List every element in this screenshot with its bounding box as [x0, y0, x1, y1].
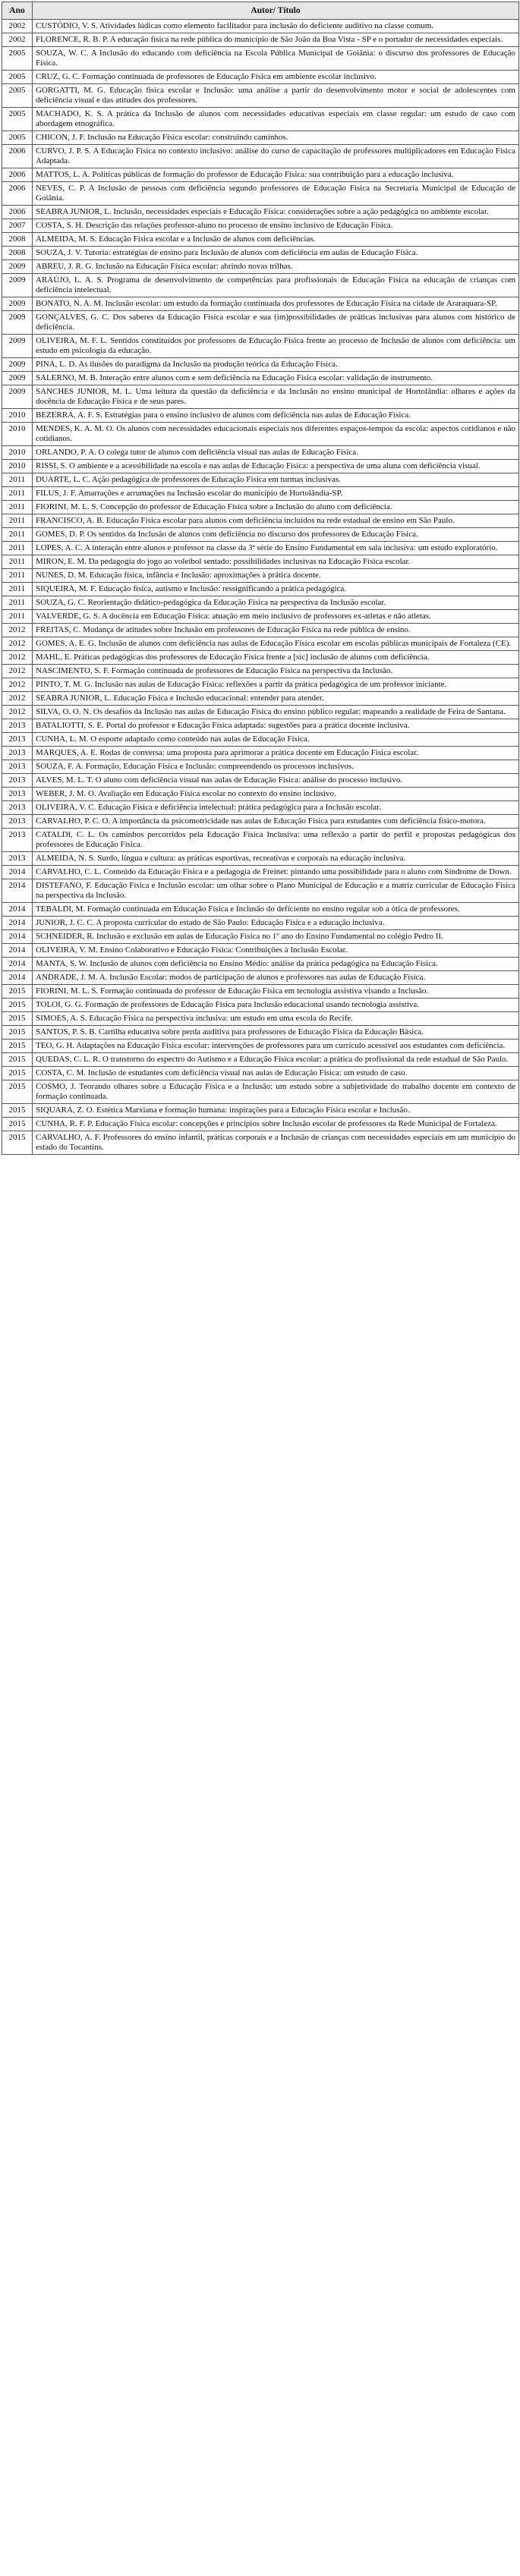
row-year: 2009 — [2, 335, 33, 358]
table-row — [2, 760, 519, 774]
table-row — [2, 678, 519, 692]
row-year: 2005 — [2, 131, 33, 145]
table-row — [2, 247, 519, 260]
row-year: 2005 — [2, 84, 33, 108]
row-author-title: SOUZA, F. A. Formação, Educação Física e Inclusão: compreendendo os processos inclusivos. — [33, 760, 519, 774]
row-author-title: CARVALHO, C. L. Conteúdo da Educação Física e a pedagogia de Freinet: pintando uma possibilidade para o aluno com Síndrome de Down. — [33, 866, 519, 879]
row-author-title: NUNES, D. M. Educação física, infância e Inclusão: aproximações à prática docente. — [33, 569, 519, 583]
row-author-title: MENDES, K. A. M. O. Os alunos com necessidades educacionais especiais nos diferentes espaços-tempos da escola: aspectos cotidianos e não cotidianos. — [33, 423, 519, 446]
table-row — [2, 788, 519, 801]
table-row — [2, 733, 519, 747]
row-year: 2009 — [2, 297, 33, 311]
table-row — [2, 84, 519, 108]
table-row — [2, 473, 519, 487]
row-year: 2014 — [2, 930, 33, 944]
table-row — [2, 903, 519, 917]
row-year: 2011 — [2, 487, 33, 501]
row-author-title: QUEDAS, C. L. R. O transtorno do espectro do Autismo e a Educação Física escolar: a prática do profissional da rede estadual de São Paulo. — [33, 1053, 519, 1067]
table-row — [2, 168, 519, 182]
row-year: 2013 — [2, 788, 33, 801]
row-author-title: SANTOS, P. S. B. Cartilha educativa sobre perda auditiva para professores de Educação Física da Educação Básica. — [33, 1026, 519, 1040]
row-author-title: PINA, L. D. As ilusões do paradigma da Inclusão na produção teórica da Educação Física. — [33, 358, 519, 372]
row-author-title: MANTA, S. W. Inclusão de alunos com deficiência no Ensino Médio: análise da prática pedagógica na Educação Física. — [33, 958, 519, 971]
table-row — [2, 372, 519, 385]
row-year: 2012 — [2, 637, 33, 651]
row-year: 2007 — [2, 219, 33, 233]
table-row — [2, 569, 519, 583]
row-year: 2002 — [2, 20, 33, 33]
table-row — [2, 583, 519, 596]
table-row — [2, 385, 519, 409]
row-year: 2011 — [2, 528, 33, 542]
row-year: 2012 — [2, 624, 33, 637]
row-year: 2015 — [2, 1067, 33, 1080]
row-year: 2011 — [2, 542, 33, 555]
row-year: 2010 — [2, 409, 33, 423]
table-row — [2, 1067, 519, 1080]
row-year: 2009 — [2, 358, 33, 372]
row-author-title: CUSTÓDIO, V. S. Atividades lúdicas como elemento facilitador para inclusão do deficiente auditivo na classe comum. — [33, 20, 519, 33]
header-year: Ano — [2, 2, 33, 20]
row-author-title: ABREU, J. R. G. Inclusão na Educação Física escolar: abrindo novas trilhas. — [33, 260, 519, 274]
row-year: 2010 — [2, 446, 33, 460]
row-year: 2010 — [2, 460, 33, 473]
row-author-title: MAHL, E. Práticas pedagógicas dos professores de Educação Física frente a [sic] inclusão de alunos com deficiência. — [33, 651, 519, 665]
table-row — [2, 1040, 519, 1053]
table-row — [2, 999, 519, 1012]
row-year: 2012 — [2, 651, 33, 665]
row-year: 2009 — [2, 260, 33, 274]
row-year: 2015 — [2, 1026, 33, 1040]
references-table — [2, 2, 519, 1155]
table-row — [2, 692, 519, 706]
table-body — [2, 20, 519, 1155]
table-row — [2, 1012, 519, 1026]
row-year: 2012 — [2, 692, 33, 706]
row-author-title: FILUS, J. F. Amarrações e arrumações na Inclusão escolar do município de Hortolândia-SP. — [33, 487, 519, 501]
table-row — [2, 108, 519, 131]
row-year: 2008 — [2, 247, 33, 260]
row-author-title: TOLOI, G. G. Formação de professores de Educação Física para Inclusão educacional usando tecnologia assistiva. — [33, 999, 519, 1012]
row-author-title: NEVES, C. P. A Inclusão de pessoas com deficiência segundo professores de Educação Física na Secretaria Municipal de Educação de Goiânia. — [33, 182, 519, 206]
table-row — [2, 233, 519, 247]
row-year: 2015 — [2, 1131, 33, 1155]
row-year: 2006 — [2, 168, 33, 182]
row-year: 2014 — [2, 944, 33, 958]
row-year: 2011 — [2, 610, 33, 624]
table-row — [2, 665, 519, 678]
row-year: 2011 — [2, 473, 33, 487]
table-row — [2, 1026, 519, 1040]
row-year: 2006 — [2, 145, 33, 168]
table-row — [2, 358, 519, 372]
row-author-title: OLIVEIRA, V. C. Educação Física e deficiência intelectual: prática pedagógica para a Inclusão escolar. — [33, 801, 519, 815]
row-year: 2013 — [2, 801, 33, 815]
row-year: 2006 — [2, 182, 33, 206]
row-year: 2009 — [2, 385, 33, 409]
row-author-title: ARAÚJO, L. A. S. Programa de desenvolvimento de competências para profissionais de Educação Física na educação de crianças com deficiência intelectual. — [33, 274, 519, 297]
row-author-title: SCHNEIDER, R. Inclusão e exclusão em aulas de Educação Física no 1º ano do Ensino Fundamental no colégio Pedro II. — [33, 930, 519, 944]
table-row — [2, 274, 519, 297]
row-author-title: OLIVEIRA, V. M. Ensino Colaborativo e Educação Física: Contribuições à Inclusão Escolar. — [33, 944, 519, 958]
row-author-title: TEBALDI, M. Formação continuada em Educação Física e Inclusão do deficiente no ensino regular sob a ótica de professores. — [33, 903, 519, 917]
table-row — [2, 446, 519, 460]
row-author-title: GOMES, D. P. Os sentidos da Inclusão de alunos com deficiência no discurso dos professores de Educação Física. — [33, 528, 519, 542]
row-author-title: ALMEIDA, N. S. Surdo, língua e cultura: as práticas esportivas, recreativas e corporais na educação inclusiva. — [33, 852, 519, 866]
table-row — [2, 145, 519, 168]
table-row — [2, 47, 519, 71]
row-year: 2014 — [2, 903, 33, 917]
table-row — [2, 879, 519, 903]
row-author-title: CUNHA, L. M. O esporte adaptado como conteúdo nas aulas de Educação Física. — [33, 733, 519, 747]
row-year: 2008 — [2, 233, 33, 247]
table-row — [2, 409, 519, 423]
row-year: 2011 — [2, 583, 33, 596]
table-row — [2, 528, 519, 542]
row-year: 2014 — [2, 866, 33, 879]
row-year: 2013 — [2, 815, 33, 829]
row-author-title: FREITAS, C. Mudança de atitudes sobre Inclusão em professores de Educação Física na rede pública de ensino. — [33, 624, 519, 637]
row-year: 2006 — [2, 206, 33, 219]
row-author-title: CHICON, J. F. Inclusão na Educação Física escolar: construindo caminhos. — [33, 131, 519, 145]
row-author-title: LOPES, A. C. A interação entre alunos e professor na classe da 3ª série do Ensino Fundamental em sala inclusiva: um estudo exploratório. — [33, 542, 519, 555]
table-row — [2, 1080, 519, 1104]
row-author-title: BATALIOTTI, S. E. Portal do professor e Educação Física adaptada: sugestões para a prática docente inclusiva. — [33, 719, 519, 733]
row-year: 2015 — [2, 1053, 33, 1067]
row-year: 2015 — [2, 1080, 33, 1104]
row-author-title: PINTO, T. M. G. Inclusão nas aulas de Educação Física: reflexões a partir da prática pedagógica de um professor iniciante. — [33, 678, 519, 692]
row-author-title: MIRON, E. M. Da pedagogia do jogo ao voleibol sentado: possibilidades inclusivas na Educação Física escolar. — [33, 555, 519, 569]
row-year: 2013 — [2, 719, 33, 733]
table-row — [2, 1131, 519, 1155]
row-author-title: MARQUES, A. E. Rodas de conversa: uma proposta para aprimorar a prática docente em Educação Física escolar. — [33, 747, 519, 760]
table-row — [2, 501, 519, 514]
table-row — [2, 958, 519, 971]
table-row — [2, 801, 519, 815]
table-row — [2, 219, 519, 233]
table-row — [2, 866, 519, 879]
table-row — [2, 260, 519, 274]
row-year: 2015 — [2, 985, 33, 999]
row-author-title: ORLANDO, P. A. O colega tutor de alunos com deficiência visual nas aulas de Educação Física. — [33, 446, 519, 460]
row-year: 2015 — [2, 1040, 33, 1053]
row-author-title: SOUZA, J. V. Tutoria: estratégias de ensino para Inclusão de alunos com deficiência em aulas de Educação Física. — [33, 247, 519, 260]
row-author-title: CUNHA, R. F. P. Educação Física escolar: concepções e princípios sobre Inclusão escolar de professores da Rede Municipal de Fortaleza. — [33, 1118, 519, 1131]
table-row — [2, 311, 519, 335]
row-author-title: TEO, G. H. Adaptações na Educação Física escolar: intervenções de professores para um currículo acessível aos estudantes com deficiência. — [33, 1040, 519, 1053]
row-author-title: SOUZA, W. C. A Inclusão do educando com deficiência na Escola Pública Municipal de Goiânia: o discurso dos professores de Educação Física. — [33, 47, 519, 71]
row-author-title: FIORINI, M. L. S. Formação continuada do professor de Educação Física em tecnologia assistiva visando a Inclusão. — [33, 985, 519, 999]
row-author-title: BEZERRA, A. F. S. Estratégias para o ensino inclusivo de alunos com deficiência nas aulas de Educação Física. — [33, 409, 519, 423]
row-author-title: COSTA, C. M. Inclusão de estudantes com deficiência visual nas aulas de Educação Física: um estudo de caso. — [33, 1067, 519, 1080]
table-row — [2, 774, 519, 788]
row-author-title: JUNIOR, J. C. C. A proposta curricular do estado de São Paulo: Educação Física e a educação inclusiva. — [33, 917, 519, 930]
row-year: 2005 — [2, 108, 33, 131]
row-author-title: COSMO, J. Teorando olhares sobre a Educação Física e a Inclusão: um estudo sobre a subjetividade do trabalho docente em contexto de formação continuada. — [33, 1080, 519, 1104]
table-row — [2, 852, 519, 866]
row-author-title: BONATO, N. A. M. Inclusão escolar: um estudo da formação continuada dos professores de Educação Física na cidade de Araraquara-SP. — [33, 297, 519, 311]
table-row — [2, 1118, 519, 1131]
row-author-title: SIMOES, A. S. Educação Física na perspectiva inclusiva: um estudo em uma escola do Recife. — [33, 1012, 519, 1026]
table-row — [2, 651, 519, 665]
row-year: 2011 — [2, 501, 33, 514]
table-row — [2, 706, 519, 719]
table-row — [2, 542, 519, 555]
row-year: 2009 — [2, 311, 33, 335]
row-author-title: SIQUARA, Z. O. Estética Marxiana e formação humana: inspirações para a Educação Física escolar e Inclusão. — [33, 1104, 519, 1118]
table-row — [2, 555, 519, 569]
table-row — [2, 747, 519, 760]
table-row — [2, 131, 519, 145]
row-year: 2010 — [2, 423, 33, 446]
row-author-title: DUARTE, L. C. Ação pedagógica de professores de Educação Física em turmas inclusivas. — [33, 473, 519, 487]
table-row — [2, 944, 519, 958]
table-row — [2, 182, 519, 206]
row-author-title: CRUZ, G. C. Formação continuada de professores de Educação Física em ambiente escolar inclusivo. — [33, 71, 519, 84]
row-year: 2005 — [2, 71, 33, 84]
header-author-title: Autor/ Título — [33, 2, 519, 20]
row-year: 2015 — [2, 999, 33, 1012]
row-author-title: MATTOS, L. A. Políticas públicas de formação do professor de Educação Física: sua contribuição para a educação inclusiva. — [33, 168, 519, 182]
row-author-title: OLIVEIRA, M. F. L. Sentidos constituídos por professores de Educação Física frente ao processo de Inclusão de alunos com deficiência: um estudo em psicologia da educação. — [33, 335, 519, 358]
row-year: 2005 — [2, 47, 33, 71]
row-year: 2013 — [2, 760, 33, 774]
row-year: 2012 — [2, 665, 33, 678]
row-author-title: CATALDI, C. L. Os caminhos percorridos pela Educação Física Inclusiva: uma reflexão a partir do perfil e propostas pedagógicas dos professores de Educação Física. — [33, 829, 519, 852]
table-row — [2, 971, 519, 985]
table-row — [2, 829, 519, 852]
table-row — [2, 487, 519, 501]
table-row — [2, 985, 519, 999]
row-year: 2015 — [2, 1012, 33, 1026]
table-row — [2, 1053, 519, 1067]
row-year: 2015 — [2, 1104, 33, 1118]
table-row — [2, 917, 519, 930]
row-year: 2011 — [2, 596, 33, 610]
row-author-title: SOUZA, G. C. Reorientação didático-pedagógica da Educação Física na perspectiva da Inclusão escolar. — [33, 596, 519, 610]
table-row — [2, 206, 519, 219]
row-year: 2012 — [2, 706, 33, 719]
row-author-title: WEBER, J. M. O. Avaliação em Educação Física escolar no contexto do ensino inclusivo. — [33, 788, 519, 801]
row-author-title: ANDRADE, J. M. A. Inclusão Escolar: modos de participação de alunos e professores nas aulas de Educação Física. — [33, 971, 519, 985]
row-author-title: CARVALHO, A. F. Professores do ensino infantil, práticas corporais e a Inclusão de crianças com necessidades especiais em um município do estado do Tocantins. — [33, 1131, 519, 1155]
table-row — [2, 1104, 519, 1118]
row-author-title: CARVALHO, P. C. O. A importância da psicomotricidade nas aulas de Educação Física para estudantes com deficiência físico-motora. — [33, 815, 519, 829]
table-row — [2, 930, 519, 944]
row-author-title: RISSI, S. O ambiente e a acessibilidade na escola e nas aulas de Educação Física: a perspectiva de uma aluna com deficiência visual. — [33, 460, 519, 473]
row-year: 2012 — [2, 678, 33, 692]
row-year: 2013 — [2, 733, 33, 747]
table-row — [2, 596, 519, 610]
table-row — [2, 719, 519, 733]
row-author-title: MACHADO, K. S. A prática da Inclusão de alunos com necessidades educativas especiais em classe regular: um estudo de caso com abordagem etnográfica. — [33, 108, 519, 131]
row-year: 2013 — [2, 829, 33, 852]
row-author-title: SIQUEIRA, M. F. Educação física, autismo e Inclusão: ressignificando a prática pedagógica. — [33, 583, 519, 596]
row-author-title: SANCHES JUNIOR, M. L. Uma leitura da questão da deficiência e da Inclusão no ensino municipal de Hortolândia: olhares e ações da docência de Educação Física e de seus pares. — [33, 385, 519, 409]
row-year: 2013 — [2, 852, 33, 866]
row-author-title: VALVERDE, G. S. A docência em Educação Física: atuação em meio inclusivo de professores ex-atletas e não atletas. — [33, 610, 519, 624]
row-author-title: GOMES, A. E. G. Inclusão de alunos com deficiência nas aulas de Educação Física escolar em escolas públicas municipais de Fortaleza (CE). — [33, 637, 519, 651]
table-row — [2, 33, 519, 47]
row-author-title: GONÇALVES, G. C. Dos saberes da Educação Física escolar e sua (im)possibilidades de práticas inclusivas para alunos com histórico de deficiência. — [33, 311, 519, 335]
row-year: 2011 — [2, 555, 33, 569]
row-author-title: COSTA, S. H. Descrição das relações professor-aluno no processo de ensino inclusivo de Educação Física. — [33, 219, 519, 233]
row-year: 2013 — [2, 774, 33, 788]
table-row — [2, 297, 519, 311]
row-year: 2015 — [2, 1118, 33, 1131]
table-row — [2, 637, 519, 651]
row-year: 2011 — [2, 569, 33, 583]
row-year: 2014 — [2, 971, 33, 985]
row-author-title: GORGATTI, M. G. Educação física escolar e Inclusão: uma análise a partir do desenvolvimento motor e social de adolescentes com deficiência visual e das atitudes dos professores. — [33, 84, 519, 108]
row-author-title: SEABRA JUNIOR, L. Inclusão, necessidades especiais e Educação Física: considerações sobre a ação pedagógica no ambiente escolar. — [33, 206, 519, 219]
row-year: 2002 — [2, 33, 33, 47]
row-author-title: NASCIMENTO, S. F. Formação continuada de professores de Educação Física na perspectiva da Inclusão. — [33, 665, 519, 678]
row-author-title: SILVA, O. O. N. Os desafios da Inclusão nas aulas de Educação Física do ensino público regular: mapeando a realidade de Feira de Santana. — [33, 706, 519, 719]
row-year: 2014 — [2, 958, 33, 971]
row-year: 2014 — [2, 879, 33, 903]
row-author-title: SEABRA JUNIOR, L. Educação Física e Inclusão educacional: entender para atender. — [33, 692, 519, 706]
table-row — [2, 423, 519, 446]
row-author-title: FIORINI, M. L. S. Concepção do professor de Educação Física sobre a Inclusão do aluno com deficiência. — [33, 501, 519, 514]
table-row — [2, 624, 519, 637]
row-author-title: ALMEIDA, M. S. Educação Física escolar e a Inclusão de alunos com deficiências. — [33, 233, 519, 247]
row-author-title: CURVO, J. P. S. A Educação Física no contexto inclusivo: análise do curso de capacitação de professores multiplicadores em Educação Física Adaptada. — [33, 145, 519, 168]
table-row — [2, 71, 519, 84]
row-author-title: FLORENCE, R. B. P. A educação física na rede pública do município de São João da Boa Vista - SP e o portador de necessidades especiais. — [33, 33, 519, 47]
row-author-title: ALVES, M. L. T. O aluno com deficiência visual nas aulas de Educação Física: análise do processo inclusivo. — [33, 774, 519, 788]
row-year: 2009 — [2, 372, 33, 385]
row-year: 2013 — [2, 747, 33, 760]
table-row — [2, 20, 519, 33]
row-author-title: DISTEFANO, F. Educação Física e Inclusão escolar: um olhar sobre o Plano Municipal de Educação e a matriz curricular de Educação Física na perspectiva da Inclusão. — [33, 879, 519, 903]
table-row — [2, 514, 519, 528]
row-year: 2014 — [2, 917, 33, 930]
table-row — [2, 460, 519, 473]
table-row — [2, 610, 519, 624]
row-author-title: SALERNO, M. B. Interação entre alunos com e sem deficiência na Educação Física escolar: validação de instrumento. — [33, 372, 519, 385]
table-row — [2, 815, 519, 829]
table-row — [2, 335, 519, 358]
row-author-title: FRANCISCO, A. B. Educação Física escolar para alunos com deficiência incluídos na rede estadual de ensino em São Paulo. — [33, 514, 519, 528]
row-year: 2011 — [2, 514, 33, 528]
row-year: 2009 — [2, 274, 33, 297]
table-header — [2, 2, 519, 20]
header-row — [2, 2, 519, 20]
